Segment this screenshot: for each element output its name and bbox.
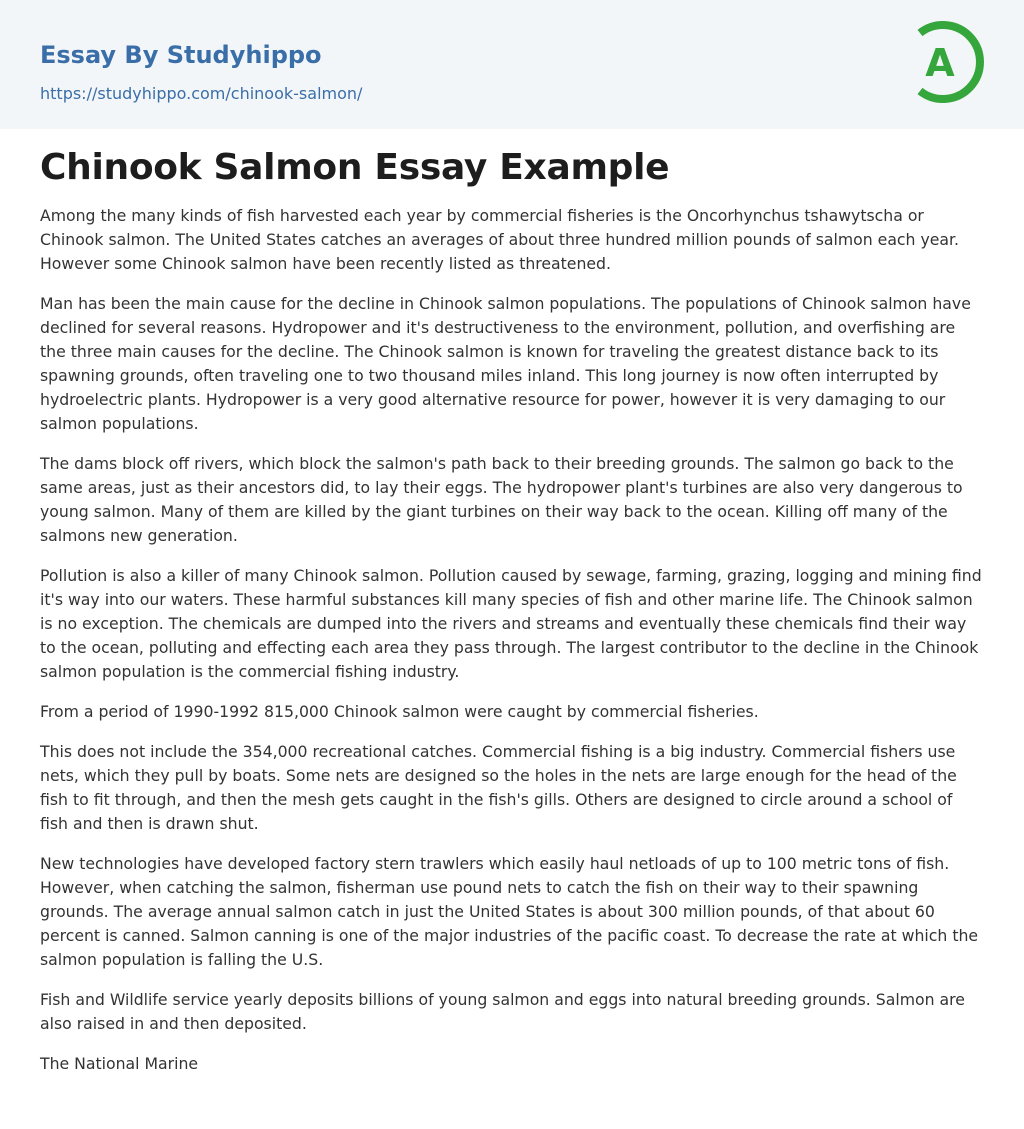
site-title[interactable]: Essay By Studyhippo: [40, 41, 322, 69]
paragraph: The National Marine: [40, 1054, 199, 1073]
paragraph: The dams block off rivers, which block the salmon's path back to their breeding grounds. The salmon go back to the same areas, just as their ancestors did, to lay their eggs. The hydropower plant's turbines are also very dangerous to young salmon. Many of them are killed by the giant turbines on their way back to the ocean. Killing off many of the salmons new generation.: [40, 454, 963, 545]
logo-letter: A: [925, 41, 955, 85]
article: [40, 146, 984, 1092]
paragraph: New technologies have developed factory stern trawlers which easily haul netloads of up to 100 metric tons of fish. However, when catching the salmon, fisherman use pound nets to catch the fish on their way to their spawning grounds. The average annual salmon catch in just the United States is about 300 million pounds, of that about 60 percent is canned. Salmon canning is one of the major industries of the pacific coast. To decrease the rate at which the salmon population is falling the U.S.: [40, 854, 979, 969]
paragraph: From a period of 1990-1992 815,000 Chinook salmon were caught by commercial fisheries.: [40, 702, 759, 721]
paragraph: Man has been the main cause for the decline in Chinook salmon populations. The populations of Chinook salmon have declined for several reasons. Hydropower and it's destructiveness to the environment, pollution, and overfishing are the three main causes for the decline. The Chinook salmon is known for traveling the greatest distance back to its spawning grounds, often traveling one to two thousand miles inland. This long journey is now often interrupted by hydroelectric plants. Hydropower is a very good alternative resource for power, however it is very damaging to our salmon populations.: [40, 294, 971, 433]
source-url-link[interactable]: https://studyhippo.com/chinook-salmon/: [40, 84, 363, 103]
paragraph: Fish and Wildlife service yearly deposits billions of young salmon and eggs into natural breeding grounds. Salmon are also raised in and then deposited.: [40, 990, 965, 1033]
paragraph: Among the many kinds of fish harvested each year by commercial fisheries is the Oncorhynchus tshawytscha or Chinook salmon. The United States catches an averages of about three hundred million pounds of salmon each year. However some Chinook salmon have been recently listed as threatened.: [40, 206, 960, 273]
article-body: [40, 204, 984, 1076]
studyhippo-logo-icon[interactable]: [912, 19, 988, 105]
paragraph: This does not include the 354,000 recreational catches. Commercial fishing is a big industry. Commercial fishers use nets, which they pull by boats. Some nets are designed so the holes in the nets are large enough for the head of the fish to fit through, and then the mesh gets caught in the fish's gills. Others are designed to circle around a school of fish and then is drawn shut.: [40, 742, 957, 833]
paragraph: Pollution is also a killer of many Chinook salmon. Pollution caused by sewage, farming, grazing, logging and mining find it's way into our waters. These harmful substances kill many species of fish and other marine life. The Chinook salmon is no exception. The chemicals are dumped into the rivers and streams and eventually these chemicals find their way to the ocean, polluting and effecting each area they pass through. The largest contributor to the decline in the Chinook salmon population is the commercial fishing industry.: [40, 566, 982, 681]
page-title: Chinook Salmon Essay Example: [40, 147, 670, 188]
site-header: [0, 0, 1024, 129]
